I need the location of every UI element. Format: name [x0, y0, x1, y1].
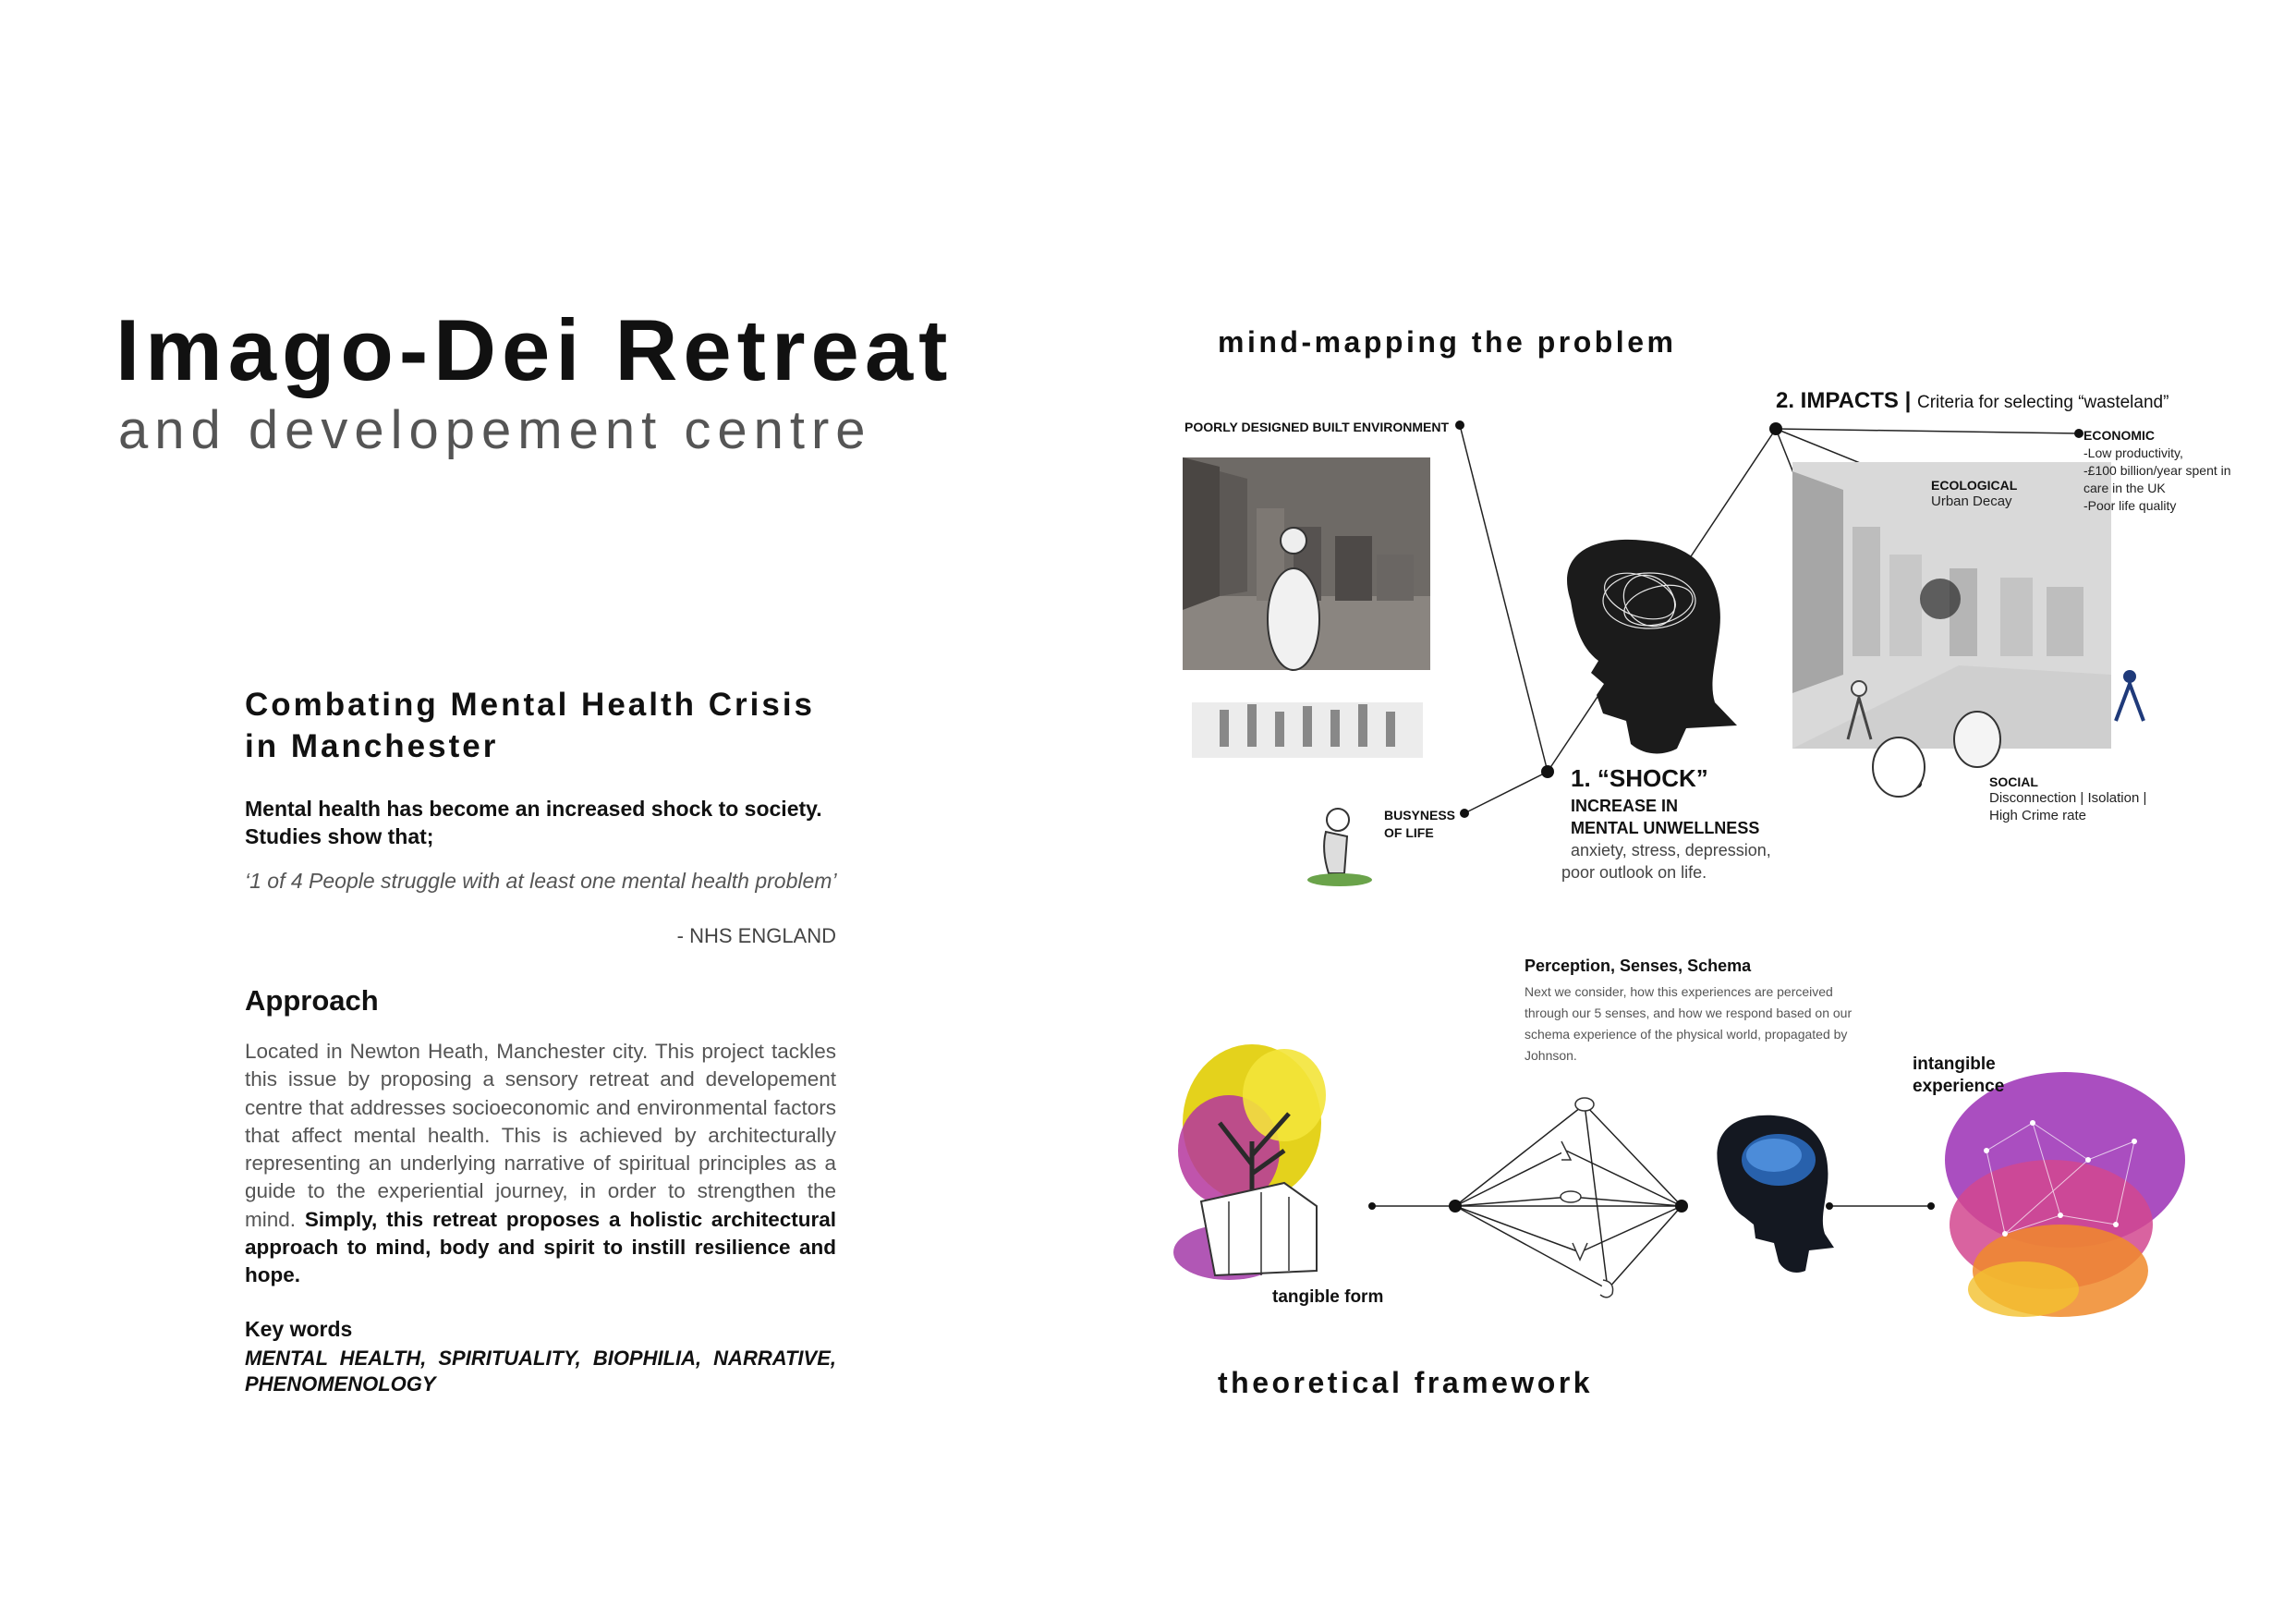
economic-block: [2083, 427, 2231, 515]
shock-title: 1. “SHOCK”: [1571, 764, 1708, 792]
impacts-heading: 2. IMPACTS |: [1776, 388, 1912, 413]
approach-heading: Approach: [245, 984, 379, 1017]
intangible-line2: experience: [1913, 1077, 2005, 1096]
hand-icon: [1573, 1243, 1587, 1260]
blue-brain-head-icon: [1717, 1115, 1834, 1273]
intangible-line1: intangible: [1913, 1054, 1996, 1074]
social-label: SOCIAL: [1989, 774, 2038, 789]
lead-line2: Studies show that;: [245, 824, 434, 848]
social-line2: High Crime rate: [1989, 808, 2087, 823]
economic-label: ECONOMIC: [2083, 428, 2155, 443]
economic-line3: care in the UK: [2083, 481, 2166, 495]
ecological-line1: Urban Decay: [1931, 494, 2012, 509]
impacts-title: [1776, 388, 2168, 414]
perception-body: Next we consider, how this experiences are perceived through our 5 senses, and how we respond based on our schema experience of the physical world, propagated by Johnson.: [1525, 984, 1853, 1063]
keywords-label: Key words: [245, 1317, 353, 1341]
statistic-quote: ‘1 of 4 People struggle with at least one mental health problem’: [245, 869, 837, 893]
mouth-icon: [1561, 1191, 1581, 1202]
approach-text: Located in Newton Heath, Manchester city. This project tackles this issue by proposing a sensory retreat and developement centre that addresses socioeconomic and environmental factors that affect mental health. This is achieved by architecturally representing an underlying narrative of spiritual principles as a guide to the experiential journey, in order to strengthen the mind.: [245, 1040, 836, 1231]
tangible-form-label: tangible form: [1272, 1287, 1384, 1307]
perception-heading: Perception, Senses, Schema: [1525, 957, 1752, 975]
shock-subtitle: [1571, 795, 1759, 839]
mindmap-title: mind-mapping the problem: [1218, 325, 1677, 359]
label-poorly-designed: POORLY DESIGNED BUILT ENVIRONMENT: [1184, 420, 1449, 434]
section-heading-line2: in Manchester: [245, 728, 499, 764]
ecological-block: [1931, 478, 2017, 510]
busyness-line2: OF LIFE: [1384, 825, 1434, 840]
shock-sub-line1: INCREASE IN: [1571, 797, 1679, 815]
economic-line1: -Low productivity,: [2083, 445, 2183, 460]
quote-source: - NHS ENGLAND: [676, 924, 836, 947]
page-subtitle: and developement centre: [118, 400, 872, 460]
shock-description: [1561, 839, 1771, 884]
framework-title: theoretical framework: [1218, 1366, 1594, 1399]
label-busyness: [1384, 807, 1455, 842]
busyness-line1: BUSYNESS: [1384, 808, 1456, 823]
economic-line2: -£100 billion/year spent in: [2083, 463, 2231, 478]
intangible-experience-label: [1913, 1054, 2004, 1098]
shock-desc-line1: anxiety, stress, depression,: [1571, 841, 1771, 859]
approach-text-bold: Simply, this retreat proposes a holistic architectural approach to mind, body and spirit to instill resilience and hope.: [245, 1207, 836, 1287]
approach-body: [245, 1038, 836, 1290]
galaxy-cloud-image: [1945, 1072, 2185, 1317]
section-heading-line1: Combating Mental Health Crisis: [245, 687, 816, 723]
keywords-line1: MENTAL HEALTH, SPIRITUALITY, BIOPHILIA, NARRATIVE,: [245, 1347, 836, 1370]
keywords-line2: PHENOMENOLOGY: [245, 1372, 436, 1396]
section-heading: [245, 684, 815, 767]
lead-line1: Mental health has become an increased shock to society.: [245, 797, 822, 821]
tree-greenhouse-image: [1173, 1044, 1326, 1280]
page-title: Imago-Dei Retreat: [115, 301, 954, 398]
ear-icon: [1600, 1280, 1613, 1298]
head-silhouette-icon: [1567, 540, 1737, 754]
social-block: [1989, 774, 2146, 824]
nose-icon: [1561, 1141, 1571, 1160]
city-sketch-image: [1183, 457, 1430, 670]
shock-desc-line2: poor outlook on life.: [1561, 863, 1707, 882]
framework-connectors: [1372, 1104, 1931, 1289]
crowd-sketch-image: [1192, 702, 1423, 886]
framework-diagram: [1173, 1012, 2217, 1326]
eye-icon: [1575, 1098, 1594, 1111]
economic-line4: -Poor life quality: [2083, 498, 2177, 513]
social-line1: Disconnection | Isolation |: [1989, 790, 2147, 806]
shock-sub-line2: MENTAL UNWELLNESS: [1571, 819, 1760, 837]
lead-text: [245, 795, 822, 850]
ecological-label: ECOLOGICAL: [1931, 478, 2018, 493]
impacts-subtitle: Criteria for selecting “wasteland”: [1916, 393, 2169, 412]
